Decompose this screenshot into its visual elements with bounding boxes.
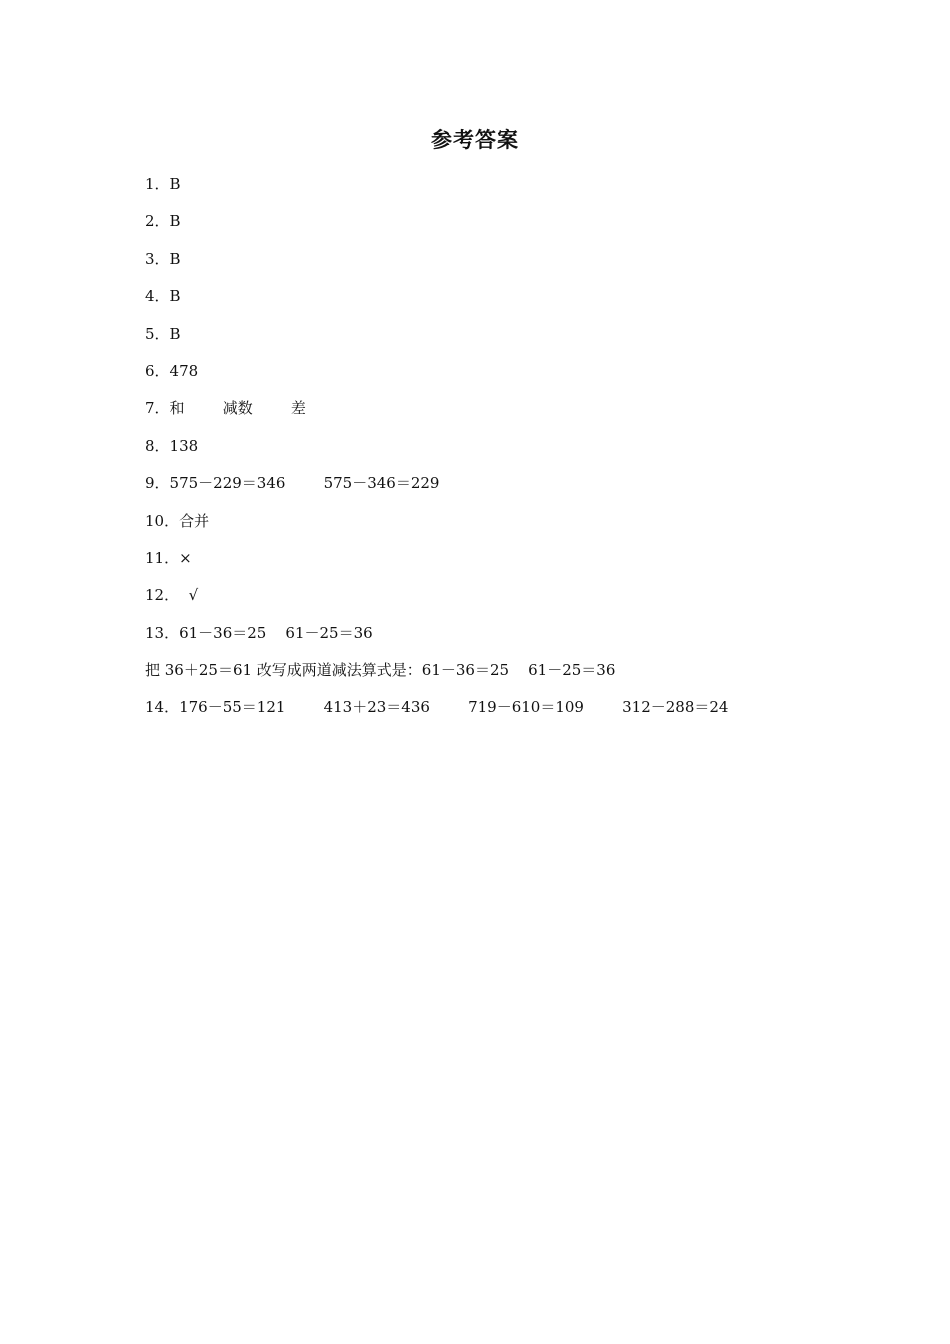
answer-list bbox=[145, 172, 845, 733]
page-title: 参考答案 bbox=[431, 128, 519, 152]
answer-8: 8．138 bbox=[145, 436, 199, 455]
answer-14: 14．176－55＝121 413＋23＝436 719－610＝109 312－288＝24 bbox=[145, 698, 729, 717]
answer-13-explanation: 把 36＋25＝61 改写成两道减法算式是：61－36＝25 61－25＝36 bbox=[145, 661, 616, 680]
answer-12: 12． √ bbox=[145, 586, 199, 605]
answer-5: 5．B bbox=[145, 324, 181, 343]
answer-1: 1．B bbox=[145, 175, 181, 193]
answer-7: 7．和 减数 差 bbox=[145, 399, 306, 418]
answer-2: 2．B bbox=[145, 212, 181, 231]
answer-13: 13．61－36＝25 61－25＝36 bbox=[145, 623, 373, 642]
answer-10: 10．合并 bbox=[145, 511, 210, 530]
answer-3: 3．B bbox=[145, 249, 181, 268]
answer-9: 9．575－229＝346 575－346＝229 bbox=[145, 474, 440, 493]
answer-6: 6．478 bbox=[145, 361, 199, 380]
answer-4: 4．B bbox=[145, 287, 181, 306]
answer-11: 11．× bbox=[145, 548, 192, 567]
